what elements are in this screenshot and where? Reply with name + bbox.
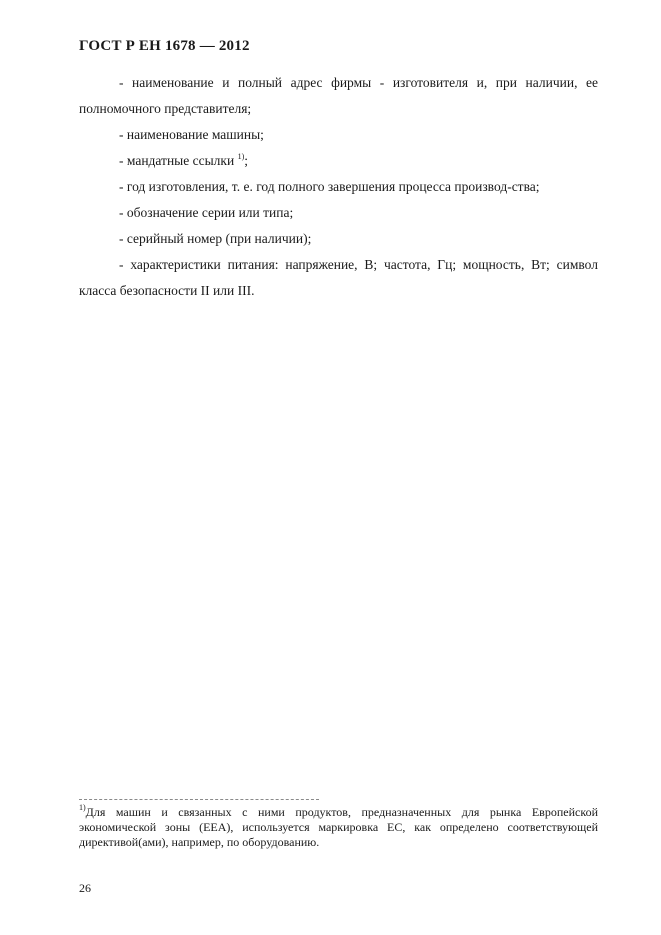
list-item bbox=[79, 174, 598, 200]
list-item bbox=[79, 148, 598, 174]
document-header: ГОСТ Р ЕН 1678 — 2012 bbox=[79, 38, 250, 54]
footnote-reference: 1) bbox=[237, 152, 245, 161]
list-item bbox=[79, 252, 598, 304]
page-number: 26 bbox=[79, 881, 91, 895]
list-item-text: - наименование и полный адрес фирмы - изготовителя и, при наличии, ее полномочного представителя; bbox=[79, 75, 598, 116]
footnote bbox=[79, 805, 598, 850]
footnote-text-block bbox=[79, 805, 598, 850]
footnote-marker: 1) bbox=[79, 803, 86, 812]
list-item-text: - серийный номер (при наличии); bbox=[119, 231, 312, 246]
list-item bbox=[79, 200, 598, 226]
list-item-text: - год изготовления, т. е. год полного завершения процесса производ-ства; bbox=[119, 179, 540, 194]
body-text bbox=[79, 70, 598, 304]
list-item bbox=[79, 70, 598, 122]
list-item-punctuation: ; bbox=[244, 153, 248, 168]
list-item-text: - мандатные ссылки bbox=[119, 153, 235, 168]
list-item-text: - наименование машины; bbox=[119, 127, 264, 142]
list-item-text: - характеристики питания: напряжение, В; частота, Гц; мощность, Вт; символ класса безопасности II или III. bbox=[79, 257, 598, 298]
list-item-text: - обозначение серии или типа; bbox=[119, 205, 294, 220]
list-item bbox=[79, 226, 598, 252]
footnote-text: Для машин и связанных с ними продуктов, предназначенных для рынка Европейской экономической зоны (EEA), используется маркировка ЕС, как определено соответствующей директивой(ами), например, по оборудованию. bbox=[79, 805, 598, 849]
list-item bbox=[79, 122, 598, 148]
footnote-separator bbox=[79, 799, 319, 800]
